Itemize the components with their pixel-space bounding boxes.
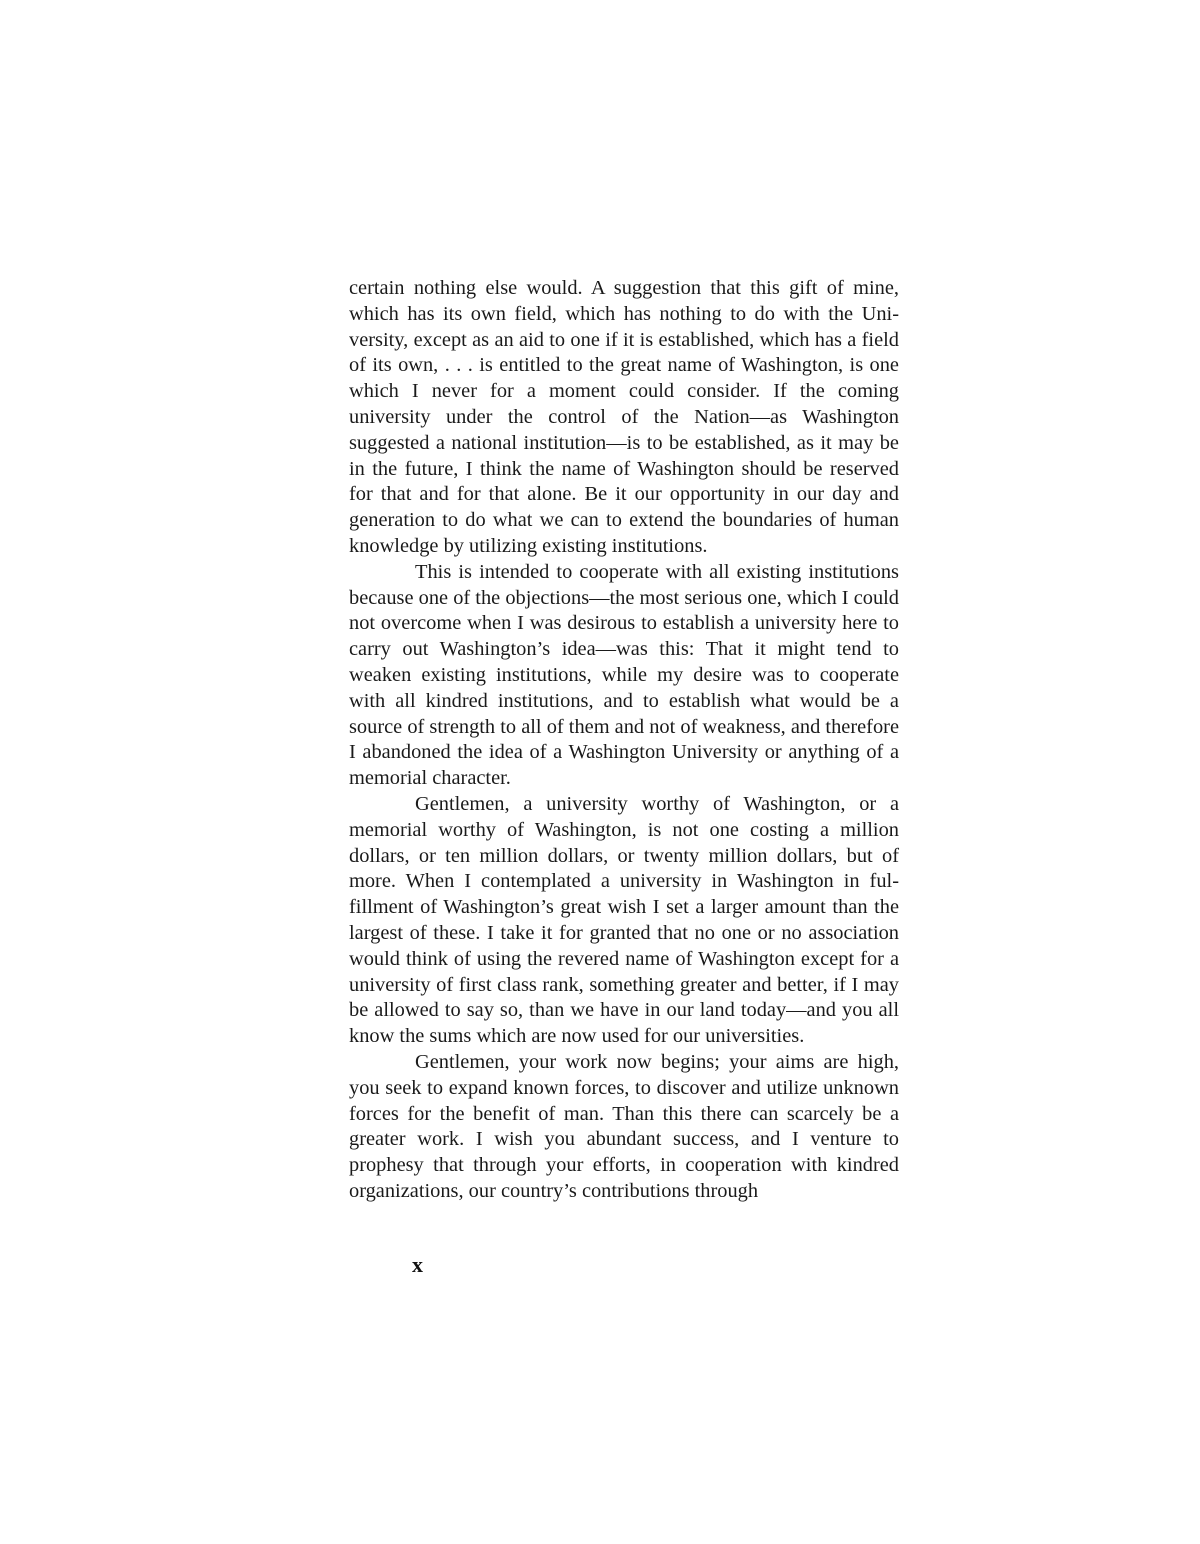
paragraph-work-begins: Gentlemen, your work now begins; your aims are high, you seek to expand known forces, to discover and utilize unknown forces for the benefit of man. Than this there can scarcely be a greater work. I wish you abundant success, and I venture to prophesy that through your efforts, in cooperation with kindred organizations, our country’s contributions through	[349, 1050, 899, 1202]
paragraph-university-worthy: Gentlemen, a university worthy of Washington, or a memorial worthy of Washington, is not one costing a million dollars, or ten million dollars, or twenty million dollars, but of more. When I contemplated a university in Washington in fulfillment of Washington’s great wish I set a larger amount than the largest of these. I take it for granted that no one or no association would think of using the revered name of Washington except for a university of first class rank, something greater and better, if I may be allowed to say so, than we have in our land today—and you all know the sums which are now used for our universities.	[349, 792, 899, 1048]
paragraph-cooperation: This is intended to cooperate with all existing institutions because one of the objections—the most serious one, which I could not overcome when I was desirous to establish a university here to carry out Washington’s idea—was this: That it might tend to weaken existing institutions, while my desire was to cooperate with all kindred institutions, and to establish what would be a source of strength to all of them and not of weakness, and therefore I abandoned the idea of a Washington University or anything of a memorial character.	[349, 560, 899, 790]
page-body-text	[349, 276, 899, 1205]
paragraph-continuation: certain nothing else would. A suggestion that this gift of mine, which has its own field, which has nothing to do with the University, except as an aid to one if it is established, which has a field of its own, . . . is entitled to the great name of Washington, is one which I never for a moment could consider. If the coming university under the control of the Nation—as Washington suggested a national institution—is to be established, as it may be in the future, I think the name of Washington should be reserved for that and for that alone. Be it our opportunity in our day and generation to do what we can to extend the boundaries of human knowledge by utilizing existing institutions.	[349, 277, 899, 557]
page-number: x	[412, 1252, 423, 1277]
